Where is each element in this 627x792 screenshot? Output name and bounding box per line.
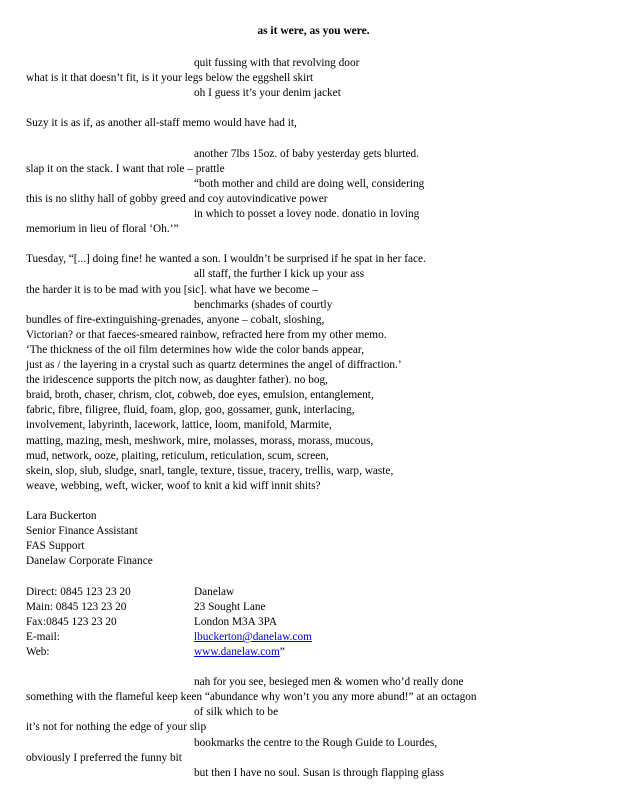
- contact-value: [194, 585, 234, 600]
- text-line: bundles of fire-extinguishing-grenades, anyone – cobalt, sloshing,: [26, 313, 325, 326]
- text-line: all staff, the further I kick up your ass: [194, 268, 365, 281]
- text-line: in which to posset a lovey node. donatio in loving: [194, 208, 420, 220]
- text-line: Lara Buckerton: [26, 510, 97, 522]
- text-line: weave, webbing, weft, wicker, woof to knit a kid wiff innit shits?: [26, 479, 321, 492]
- email-link[interactable]: lbuckerton@danelaw.com: [194, 630, 312, 643]
- text-line: bookmarks the centre to the Rough Guide to Lourdes,: [194, 736, 438, 749]
- website-link[interactable]: www.danelaw.com: [194, 645, 280, 658]
- text-line: Tuesday, “[...] doing fine! he wanted a son. I wouldn’t be surprised if he spat in her face.: [26, 253, 426, 266]
- contact-value-text: London M3A 3PA: [194, 615, 278, 628]
- text-line: Suzy it is as if, as another all-staff memo would have had it,: [26, 117, 297, 130]
- text-line: involvement, labyrinth, lacework, lattice, loom, manifold, Marmite,: [26, 419, 332, 432]
- poem-title: as it were, as you were.: [257, 25, 370, 37]
- contact-label: Web:: [26, 645, 50, 658]
- contact-value: [194, 615, 277, 630]
- text-line: this is no slithy hall of gobby greed and coy autovindicative power: [26, 192, 328, 205]
- text-line: benchmarks (shades of courtly: [194, 298, 333, 311]
- text-line: Senior Finance Assistant: [26, 525, 138, 538]
- text-line: skein, slop, slub, sludge, snarl, tangle, texture, tissue, tracery, trellis, warp, waste,: [26, 464, 394, 477]
- text-line: FAS Support: [26, 540, 85, 553]
- contact-value: [194, 645, 285, 660]
- text-line: “both mother and child are doing well, considering: [194, 177, 425, 190]
- text-line: quit fussing with that revolving door: [194, 57, 360, 69]
- text-line: ‘The thickness of the oil film determines how wide the color bands appear,: [26, 343, 365, 356]
- text-line: mud, network, ooze, plaiting, reticulum, reticulation, scum, screen,: [26, 449, 329, 462]
- contact-label: Main: 0845 123 23 20: [26, 600, 127, 613]
- contact-value: [194, 600, 266, 615]
- contact-value-text: Danelaw: [194, 585, 235, 598]
- contact-value-text: 23 Sought Lane: [194, 600, 266, 613]
- text-line: but then I have no soul. Susan is through flapping glass: [194, 766, 445, 779]
- text-line: Danelaw Corporate Finance: [26, 555, 153, 568]
- text-line: the iridescence supports the pitch now, as daughter father). no bog,: [26, 374, 328, 387]
- text-line: something with the flameful keep keen “abundance why won’t you any more abund!” at an octagon: [26, 691, 477, 704]
- text-line: the harder it is to be mad with you [sic]. what have we become –: [26, 283, 319, 296]
- text-line: of silk which to be: [194, 706, 279, 719]
- contact-label: Direct: 0845 123 23 20: [26, 585, 131, 598]
- text-line: Victorian? or that faeces-smeared rainbow, refracted here from my other memo.: [26, 328, 387, 341]
- text-line: obviously I preferred the funny bit: [26, 751, 182, 764]
- contact-label: E-mail:: [26, 630, 60, 643]
- text-line: nah for you see, besieged men & women who’d really done: [194, 676, 464, 689]
- text-line: oh I guess it’s your denim jacket: [194, 87, 341, 100]
- text-line: matting, mazing, mesh, meshwork, mire, molasses, morass, morass, mucous,: [26, 434, 374, 447]
- text-line: just as / the layering in a crystal such as quartz determines the angel of diffraction.’: [26, 359, 402, 371]
- contact-label: Fax:0845 123 23 20: [26, 615, 117, 628]
- text-line: it’s not for nothing the edge of your slip: [26, 721, 207, 734]
- text-line: fabric, fibre, filigree, fluid, foam, glop, goo, gossamer, gunk, interlacing,: [26, 404, 355, 417]
- text-line: what is it that doesn’t fit, is it your legs below the eggshell skirt: [26, 72, 314, 85]
- closing-quote: ”: [279, 645, 285, 658]
- text-line: memorium in lieu of floral ‘Oh.’”: [26, 223, 179, 236]
- text-line: braid, broth, chaser, chrism, clot, cobweb, doe eyes, emulsion, entanglement,: [26, 389, 374, 402]
- text-line: slap it on the stack. I want that role – prattle: [26, 162, 225, 175]
- contact-value: [194, 630, 312, 645]
- text-line: another 7lbs 15oz. of baby yesterday gets blurted.: [194, 147, 419, 160]
